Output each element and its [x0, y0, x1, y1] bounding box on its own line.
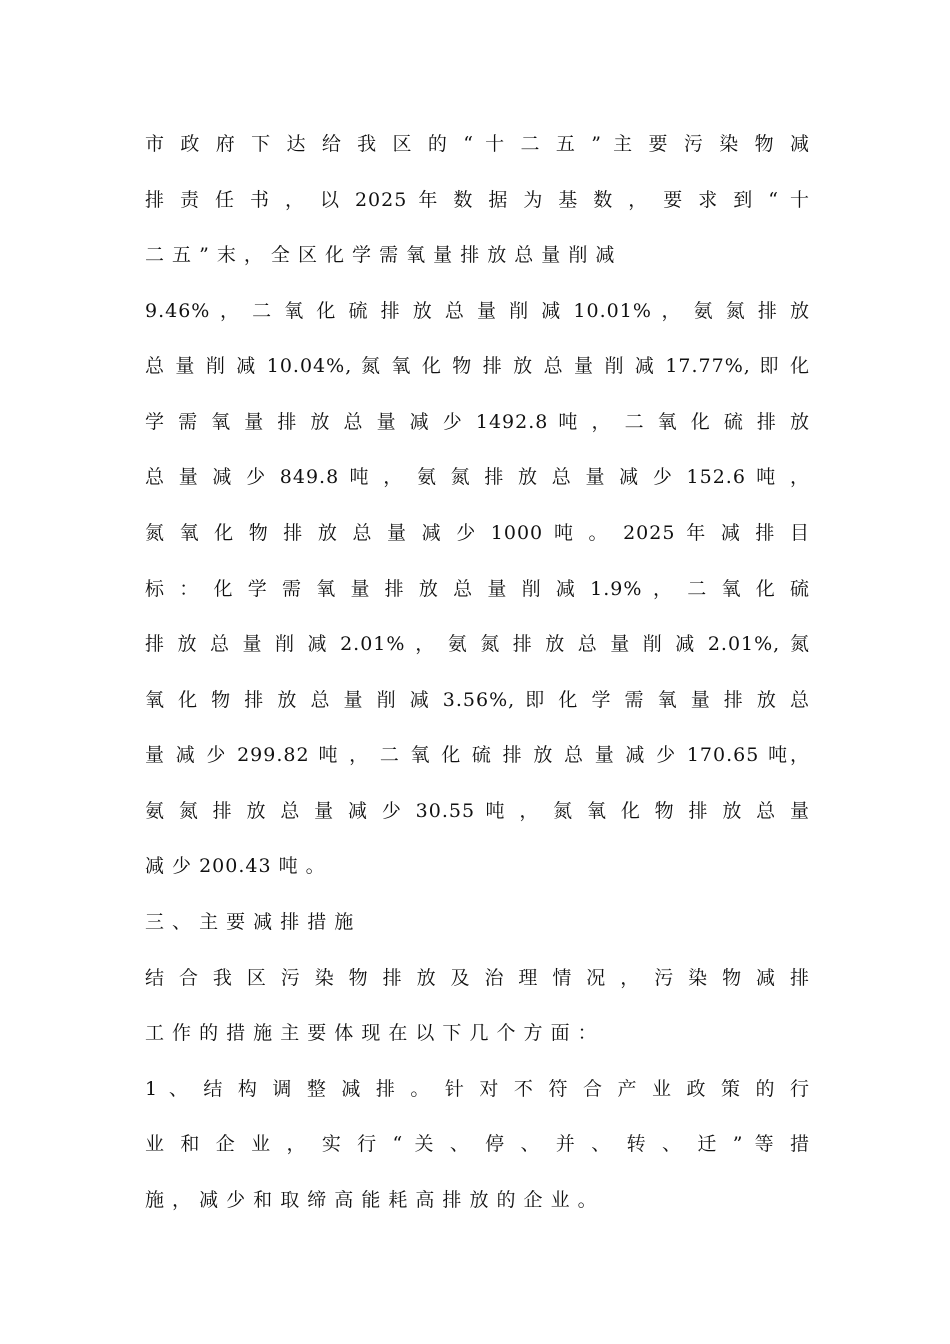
text-line: 总 量 减 少 849.8 吨 ， 氨 氮 排 放 总 量 减 少 152.6 吨 ， [145, 466, 810, 488]
section-heading: 三 、 主 要 减 排 措 施 [145, 911, 355, 933]
text-line: 量 减 少 299.82 吨 ， 二 氧 化 硫 排 放 总 量 减 少 170.65 吨， [145, 744, 810, 766]
text-line: 工 作 的 措 施 主 要 体 现 在 以 下 几 个 方 面 ： [145, 1022, 598, 1044]
text-line: 施 ， 减 少 和 取 缔 高 能 耗 高 排 放 的 企 业 。 [145, 1189, 598, 1211]
text-line: 标 ： 化 学 需 氧 量 排 放 总 量 削 减 1.9% ， 二 氧 化 硫 [145, 578, 810, 600]
text-line: 学 需 氧 量 排 放 总 量 减 少 1492.8 吨 ， 二 氧 化 硫 排 放 [145, 411, 810, 433]
text-line: 排 放 总 量 削 减 2.01% ， 氨 氮 排 放 总 量 削 减 2.01%, 氮 [145, 633, 810, 655]
text-line: 结 合 我 区 污 染 物 排 放 及 治 理 情 况 ， 污 染 物 减 排 [145, 967, 810, 989]
text-line: 9.46% ， 二 氧 化 硫 排 放 总 量 削 减 10.01% ， 氨 氮 排 放 [145, 300, 810, 322]
text-line: 市 政 府 下 达 给 我 区 的 “ 十 二 五 ” 主 要 污 染 物 减 [145, 133, 810, 155]
text-line: 1 、 结 构 调 整 减 排 。 针 对 不 符 合 产 业 政 策 的 行 [145, 1078, 810, 1100]
text-line: 排 责 任 书 ， 以 2025 年 数 据 为 基 数 ， 要 求 到 “ 十 [145, 189, 810, 211]
text-line: 氮 氧 化 物 排 放 总 量 减 少 1000 吨 。 2025 年 减 排 目 [145, 522, 810, 544]
text-line: 减 少 200.43 吨 。 [145, 855, 326, 877]
text-line: 氨 氮 排 放 总 量 减 少 30.55 吨 ， 氮 氧 化 物 排 放 总 量 [145, 800, 810, 822]
text-line: 业 和 企 业 ， 实 行 “ 关 、 停 、 并 、 转 、 迁 ” 等 措 [145, 1133, 810, 1155]
text-line: 氧 化 物 排 放 总 量 削 减 3.56%, 即 化 学 需 氧 量 排 放 总 [145, 689, 810, 711]
text-line: 总 量 削 减 10.04%, 氮 氧 化 物 排 放 总 量 削 减 17.77%, 即 化 [145, 355, 810, 377]
text-line: 二 五 ” 末 ， 全 区 化 学 需 氧 量 排 放 总 量 削 减 [145, 244, 616, 266]
